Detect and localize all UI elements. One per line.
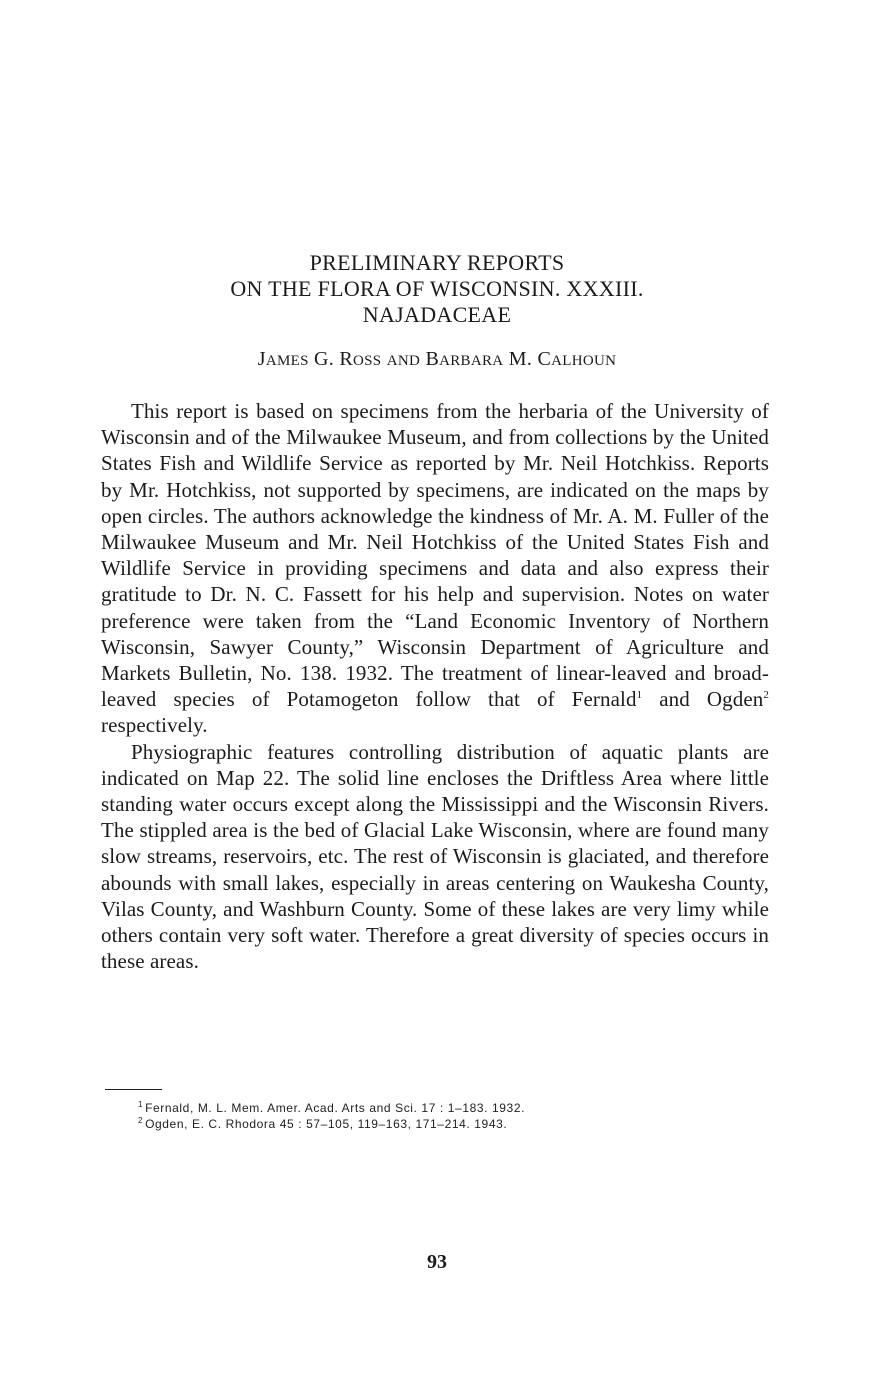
footnote-2 xyxy=(138,1116,525,1132)
footnote-2-text: Ogden, E. C. Rhodora 45 : 57–105, 119–163, 171–214. 1943. xyxy=(145,1117,508,1131)
author-1-last-rest: OSS xyxy=(353,353,382,369)
author-1-middle: G. xyxy=(314,348,335,370)
author-2-last-rest: ALHOUN xyxy=(551,353,617,369)
paragraph-1 xyxy=(101,398,769,739)
author-2-middle: M. xyxy=(508,348,533,370)
paragraph-1-text-c: respectively. xyxy=(101,713,208,738)
author-2-first-initial: B xyxy=(425,348,440,370)
author-1-first-rest: AMES xyxy=(265,353,309,369)
author-1-first-initial: J xyxy=(257,348,266,370)
paragraph-1-text-b: and Ogden xyxy=(642,687,764,712)
author-connector: AND xyxy=(386,353,421,369)
author-byline xyxy=(0,348,874,371)
paragraph-1-text-a: This report is based on specimens from the herbaria of the University of Wisconsin and of the Milwaukee Museum, and from collections by the United States Fish and Wildlife Service as reported by Mr. Neil Hotchkiss. Reports by Mr. Hotchkiss, not supported by specimens, are indicated on the maps by open circles. The authors acknowledge the kindness of Mr. A. M. Fuller of the Milwaukee Museum and Mr. Neil Hotchkiss of the United States Fish and Wildlife Service in providing specimens and data and also express their gratitude to Dr. N. C. Fassett for his help and supervision. Notes on water preference were taken from the “Land Economic Inventory of Northern Wisconsin, Sawyer County,” Wisconsin Department of Agriculture and Markets Bulletin, No. 138. 1932. The treatment of linear-leaved and broad-leaved species of Potamogeton follow that of Fernald xyxy=(101,399,769,712)
footnotes xyxy=(138,1100,525,1132)
footnote-1 xyxy=(138,1100,525,1116)
title-line-1: PRELIMINARY REPORTS xyxy=(309,250,565,275)
author-2-first-rest: ARBARA xyxy=(439,353,504,369)
body-text xyxy=(101,398,769,974)
author-2-last-initial: C xyxy=(537,348,552,370)
title-line-2: ON THE FLORA OF WISCONSIN. XXXIII. xyxy=(230,276,644,301)
footnote-ref-1: 1 xyxy=(636,689,643,702)
footnote-1-text: Fernald, M. L. Mem. Amer. Acad. Arts and Sci. 17 : 1–183. 1932. xyxy=(145,1101,526,1115)
footnote-divider xyxy=(105,1089,162,1090)
title-line-3: NAJADACEAE xyxy=(362,302,512,327)
paragraph-2: Physiographic features controlling distribution of aquatic plants are indicated on Map 22. The solid line encloses the Driftless Area where little standing water occurs except along the Mississippi and the Wisconsin Rivers. The stippled area is the bed of Glacial Lake Wisconsin, where are found many slow streams, reservoirs, etc. The rest of Wisconsin is glaciated, and therefore abounds with small lakes, especially in areas centering on Waukesha County, Vilas County, and Washburn County. Some of these lakes are very limy while others contain very soft water. Therefore a great diversity of species occurs in these areas. xyxy=(101,739,769,974)
author-1-last-initial: R xyxy=(339,348,354,370)
footnote-ref-2: 2 xyxy=(763,689,769,702)
footnote-1-mark: 1 xyxy=(138,1100,144,1109)
article-title xyxy=(0,250,874,328)
page-number: 93 xyxy=(427,1251,447,1273)
footnote-2-mark: 2 xyxy=(138,1116,144,1125)
